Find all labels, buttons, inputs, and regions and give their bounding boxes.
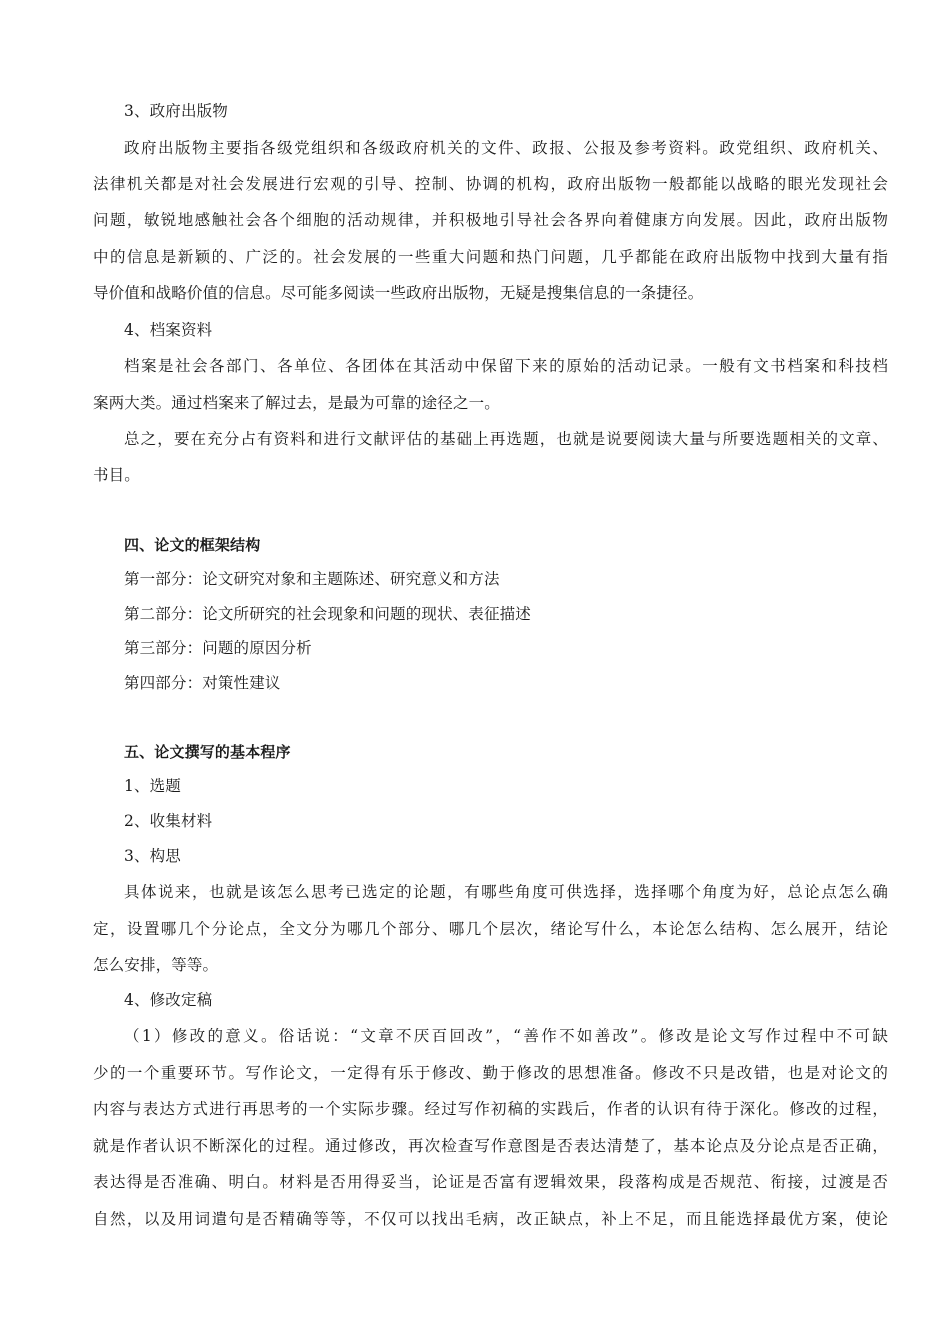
paragraph-line: 法律机关都是对社会发展进行宏观的引导、控制、协调的机构，政府出版物一般都能以战略的眼光发现社会 xyxy=(93,175,888,193)
paragraph-line: 就是作者认识不断深化的过程。通过修改，再次检查写作意图是否表达清楚了，基本论点及分论点是否正确， xyxy=(93,1137,888,1155)
subheading-archives: 4、档案资料 xyxy=(124,321,213,339)
paragraph-line: 怎么安排，等等。 xyxy=(93,956,219,974)
list-item: 第一部分：论文研究对象和主题陈述、研究意义和方法 xyxy=(124,570,500,588)
paragraph-line: 问题，敏锐地感触社会各个细胞的活动规律，并积极地引导社会各界向着健康方向发展。因此，政府出版物 xyxy=(93,211,888,229)
section-title-framework: 四、论文的框架结构 xyxy=(124,536,261,554)
paragraph-line: 案两大类。通过档案来了解过去，是最为可靠的途径之一。 xyxy=(93,394,500,412)
paragraph-line: 少的一个重要环节。写作论文，一定得有乐于修改、勤于修改的思想准备。修改不只是改错，也是对论文的 xyxy=(93,1064,888,1082)
paragraph-line: 自然，以及用词遣句是否精确等等，不仅可以找出毛病，改正缺点，补上不足，而且能选择最优方案，使论 xyxy=(93,1210,888,1228)
subheading-government-publications: 3、政府出版物 xyxy=(124,102,228,120)
list-item: 2、收集材料 xyxy=(124,812,213,830)
paragraph-line: 具体说来，也就是该怎么思考已选定的论题，有哪些角度可供选择，选择哪个角度为好，总论点怎么确 xyxy=(124,883,888,901)
subheading-revision: 4、修改定稿 xyxy=(124,991,213,1009)
paragraph-line: （1）修改的意义。俗话说：“文章不厌百回改”，“善作不如善改”。修改是论文写作过程中不可缺 xyxy=(124,1027,888,1045)
list-item: 第四部分：对策性建议 xyxy=(124,674,281,692)
section-title-procedure: 五、论文撰写的基本程序 xyxy=(124,743,291,761)
paragraph-line: 内容与表达方式进行再思考的一个实际步骤。经过写作初稿的实践后，作者的认识有待于深化。修改的过程， xyxy=(93,1100,888,1118)
paragraph-line: 政府出版物主要指各级党组织和各级政府机关的文件、政报、公报及参考资料。政党组织、政府机关、 xyxy=(124,139,888,157)
paragraph-line: 总之，要在充分占有资料和进行文献评估的基础上再选题，也就是说要阅读大量与所要选题相关的文章、 xyxy=(124,430,888,448)
list-item: 1、选题 xyxy=(124,777,181,795)
paragraph-line: 书目。 xyxy=(93,466,140,484)
paragraph-line: 导价值和战略价值的信息。尽可能多阅读一些政府出版物，无疑是搜集信息的一条捷径。 xyxy=(93,284,704,302)
paragraph-line: 定，设置哪几个分论点，全文分为哪几个部分、哪几个层次，绪论写什么，本论怎么结构、怎么展开，结论 xyxy=(93,920,888,938)
list-item: 第二部分：论文所研究的社会现象和问题的现状、表征描述 xyxy=(124,605,531,623)
paragraph-line: 中的信息是新颖的、广泛的。社会发展的一些重大问题和热门问题，几乎都能在政府出版物中找到大量有指 xyxy=(93,248,888,266)
list-item: 第三部分：问题的原因分析 xyxy=(124,639,312,657)
list-item: 3、构思 xyxy=(124,847,181,865)
paragraph-line: 表达得是否准确、明白。材料是否用得妥当，论证是否富有逻辑效果，段落构成是否规范、衔接，过渡是否 xyxy=(93,1173,888,1191)
paragraph-line: 档案是社会各部门、各单位、各团体在其活动中保留下来的原始的活动记录。一般有文书档案和科技档 xyxy=(124,357,888,375)
